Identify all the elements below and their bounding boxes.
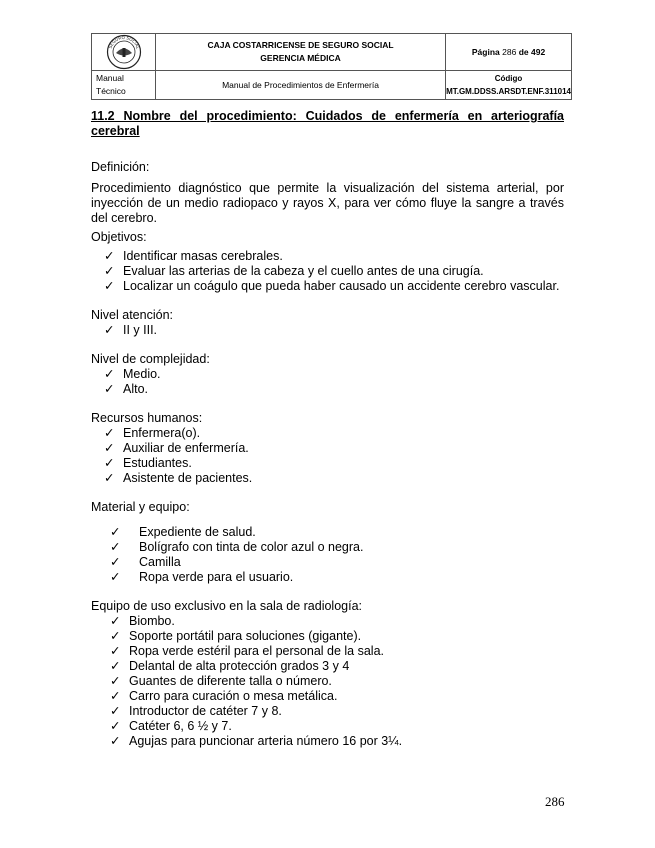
nivel-complejidad-list [91,367,564,397]
check-icon: ✓ [110,555,121,569]
check-icon: ✓ [110,659,121,673]
list-item: ✓ Biombo. [110,614,175,628]
check-icon: ✓ [110,689,121,703]
check-icon: ✓ [110,525,121,539]
list-item: ✓ II y III. [104,323,158,337]
definicion-heading: Definición: [91,160,150,174]
list-item: ✓ Auxiliar de enfermería. [104,441,249,455]
manual-label: Manual [96,73,124,83]
material-heading: Material y equipo: [91,500,190,514]
procedure-title: 11.2 Nombre del procedimiento: Cuidados de enfermería en arteriografía cerebral [91,109,564,138]
org-line-2: GERENCIA MÉDICA [260,53,341,63]
org-line-1: CAJA COSTARRICENSE DE SEGURO SOCIAL [207,40,394,50]
list-item: ✓ Alto. [104,382,149,396]
check-icon: ✓ [110,719,121,733]
list-item: ✓ Guantes de diferente talla o número. [110,674,332,688]
check-icon: ✓ [104,441,115,455]
check-icon: ✓ [110,644,121,658]
check-icon: ✓ [110,570,121,584]
footer-page-number: 286 [545,794,565,809]
list-item: ✓ Localizar un coágulo que pueda haber causado un accidente cerebro vascular. [104,279,560,293]
list-item: ✓ Estudiantes. [104,456,192,470]
check-icon: ✓ [110,704,121,718]
list-item: ✓ Soporte portátil para soluciones (gigante). [110,629,362,643]
logo-cell [92,34,156,71]
check-icon: ✓ [110,629,121,643]
code-label: Código [494,74,523,83]
list-item: ✓ Identificar masas cerebrales. [104,249,283,263]
recursos-list [91,426,564,486]
document-body [91,109,564,749]
check-icon: ✓ [110,614,121,628]
objetivos-heading: Objetivos: [91,230,147,244]
check-icon: ✓ [110,540,121,554]
code-value: MT.GM.DDSS.ARSDT.ENF.311014 [446,87,571,96]
page-number: 286 [502,47,517,57]
manual-sublabel: Técnico [96,86,126,96]
document-code [446,71,572,100]
ccss-logo [92,34,155,70]
recursos-heading: Recursos humanos: [91,411,203,425]
list-item: ✓ Introductor de catéter 7 y 8. [110,704,282,718]
list-item: ✓ Bolígrafo con tinta de color azul o negra. [110,540,364,554]
page-indicator [446,34,572,71]
list-item: ✓ Asistente de pacientes. [104,471,253,485]
document-header [91,33,572,100]
material-list [91,525,564,585]
manual-title: Manual de Procedimientos de Enfermería [156,71,446,100]
check-icon: ✓ [104,264,115,278]
check-icon: ✓ [104,249,115,263]
page-of: de [518,47,529,57]
list-item: ✓ Enfermera(o). [104,426,201,440]
check-icon: ✓ [104,323,115,337]
check-icon: ✓ [104,382,115,396]
nivel-complejidad-heading: Nivel de complejidad: [91,352,210,366]
list-item: ✓ Expediente de salud. [110,525,256,539]
definicion-text: Procedimiento diagnóstico que permite la visualización del sistema arterial, por inyección de un medio radiopaco y rayos X, para ver cómo fluye la sangre a través del cerebro. [91,181,564,225]
equipo-heading: Equipo de uso exclusivo en la sala de radiología: [91,599,363,613]
list-item: ✓ Medio. [104,367,161,381]
check-icon: ✓ [104,426,115,440]
check-icon: ✓ [104,471,115,485]
list-item: ✓ Evaluar las arterias de la cabeza y el cuello antes de una cirugía. [104,264,484,278]
list-item: ✓ Carro para curación o mesa metálica. [110,689,338,703]
check-icon: ✓ [104,279,115,293]
nivel-atencion-list [91,323,564,338]
list-item: ✓ Camilla [110,555,181,569]
objetivos-list [91,249,564,294]
nivel-atencion-heading: Nivel atención: [91,308,173,322]
list-item: ✓ Catéter 6, 6 ½ y 7. [110,719,232,733]
list-item: ✓ Delantal de alta protección grados 3 y 4 [110,659,350,673]
list-item: ✓ Agujas para puncionar arteria número 16 por 3¼. [110,734,403,748]
equipo-list [97,614,564,749]
page-total: 492 [530,47,546,57]
manual-type [92,71,156,100]
page-label: Página [471,47,500,57]
check-icon: ✓ [110,674,121,688]
list-item: ✓ Ropa verde para el usuario. [110,570,294,584]
check-icon: ✓ [104,456,115,470]
check-icon: ✓ [104,367,115,381]
svg-text:SEGURO SOCIAL: SEGURO SOCIAL [107,34,141,50]
list-item: ✓ Ropa verde estéril para el personal de la sala. [110,644,385,658]
organization-name [156,34,446,71]
check-icon: ✓ [110,734,121,748]
